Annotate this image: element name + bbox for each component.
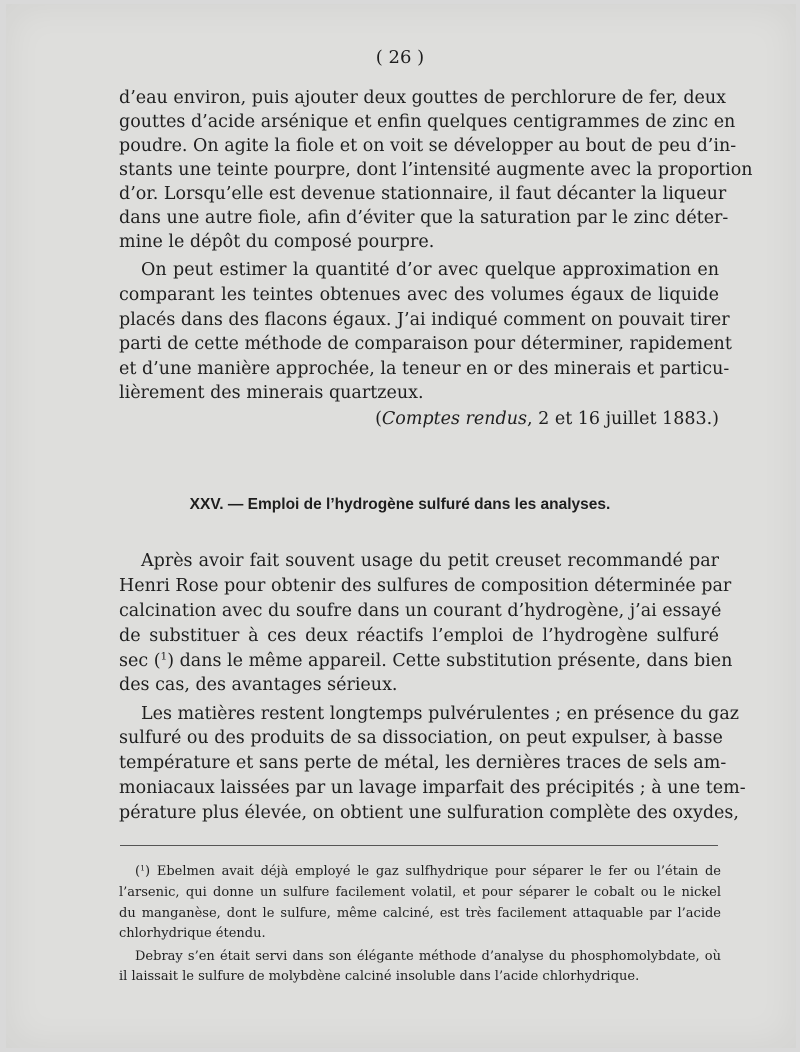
footnote-line: il laissait le sulfure de molybdène calciné insoluble dans l’acide chlorhydrique. xyxy=(119,969,640,984)
text-line: mine le dépôt du composé pourpre. xyxy=(119,232,435,252)
footnote-divider xyxy=(120,845,718,846)
text-fragment: sec ( xyxy=(119,651,161,671)
text-line: dans une autre fiole, afin d’éviter que la saturation par le zinc déter- xyxy=(119,208,729,228)
footnote-marker-open: ( xyxy=(135,864,141,879)
text-line: d’eau environ, puis ajouter deux gouttes de perchlorure de fer, deux xyxy=(119,88,727,108)
text-line: d’or. Lorsqu’elle est devenue stationnaire, il faut décanter la liqueur xyxy=(119,184,727,204)
footnote-marker: 1 xyxy=(140,863,146,873)
text-line: lièrement des minerais quartzeux. xyxy=(119,383,424,403)
citation-source: Comptes rendus xyxy=(381,409,528,429)
footnote-line: Debray s’en était servi dans son élégante méthode d’analyse du phosphomolybdate, où xyxy=(135,949,721,964)
text-line: Après avoir fait souvent usage du petit creuset recommandé par xyxy=(141,551,719,571)
text-line: moniacaux laissées par un lavage imparfait des précipités ; à une tem- xyxy=(119,778,746,798)
text-fragment: ) dans le même appareil. Cette substitution présente, dans bien xyxy=(167,651,733,671)
text-line: placés dans des flacons égaux. J’ai indiqué comment on pouvait tirer xyxy=(119,310,730,330)
text-line: comparant les teintes obtenues avec des volumes égaux de liquide xyxy=(119,285,719,305)
text-line: sulfuré ou des produits de sa dissociation, on peut expulser, à basse xyxy=(119,728,723,748)
footnote-marker-close: ) xyxy=(145,864,151,879)
citation-date: , 2 et 16 juillet 1883.) xyxy=(527,409,719,429)
citation-open: ( xyxy=(375,409,382,429)
footnote-line xyxy=(135,862,721,882)
text-line: Henri Rose pour obtenir des sulfures de composition déterminée par xyxy=(119,576,732,596)
text-line: température et sans perte de métal, les dernières traces de sels am- xyxy=(119,753,727,773)
footnote-line: du manganèse, dont le sulfure, même calciné, est très facilement attaquable par l’acide xyxy=(119,906,721,921)
text-line: pérature plus élevée, on obtient une sulfuration complète des oxydes, xyxy=(119,803,739,823)
text-line: Les matières restent longtemps pulvérulentes ; en présence du gaz xyxy=(141,704,739,724)
text-line: de substituer à ces deux réactifs l’emploi de l’hydrogène sulfuré xyxy=(119,626,719,646)
text-line: parti de cette méthode de comparaison pour déterminer, rapidement xyxy=(119,334,732,354)
text-line: gouttes d’acide arsénique et enfin quelques centigrammes de zinc en xyxy=(119,112,736,132)
footnote-line: l’arsenic, qui donne un sulfure facilement volatil, et pour séparer le cobalt ou le nickel xyxy=(119,885,721,900)
section-heading: XXV. — Emploi de l’hydrogène sulfuré dans les analyses. xyxy=(189,496,611,513)
footnote-reference: 1 xyxy=(160,650,168,663)
text-line: On peut estimer la quantité d’or avec quelque approximation en xyxy=(141,260,719,280)
text-line: et d’une manière approchée, la teneur en or des minerais et particu- xyxy=(119,359,730,379)
text-line: poudre. On agite la fiole et on voit se développer au bout de peu d’in- xyxy=(119,136,737,156)
text-line: stants une teinte pourpre, dont l’intensité augmente avec la proportion xyxy=(119,160,753,180)
footnote-line: chlorhydrique étendu. xyxy=(119,926,266,941)
text-line: calcination avec du soufre dans un courant d’hydrogène, j’ai essayé xyxy=(119,601,722,621)
text-line: des cas, des avantages sérieux. xyxy=(119,675,398,695)
citation xyxy=(119,407,719,431)
page-number: ( 26 ) xyxy=(375,47,425,68)
text-line xyxy=(119,649,733,673)
footnote-text: Ebelmen avait déjà employé le gaz sulfhydrique pour séparer le fer ou l’étain de xyxy=(150,864,721,879)
